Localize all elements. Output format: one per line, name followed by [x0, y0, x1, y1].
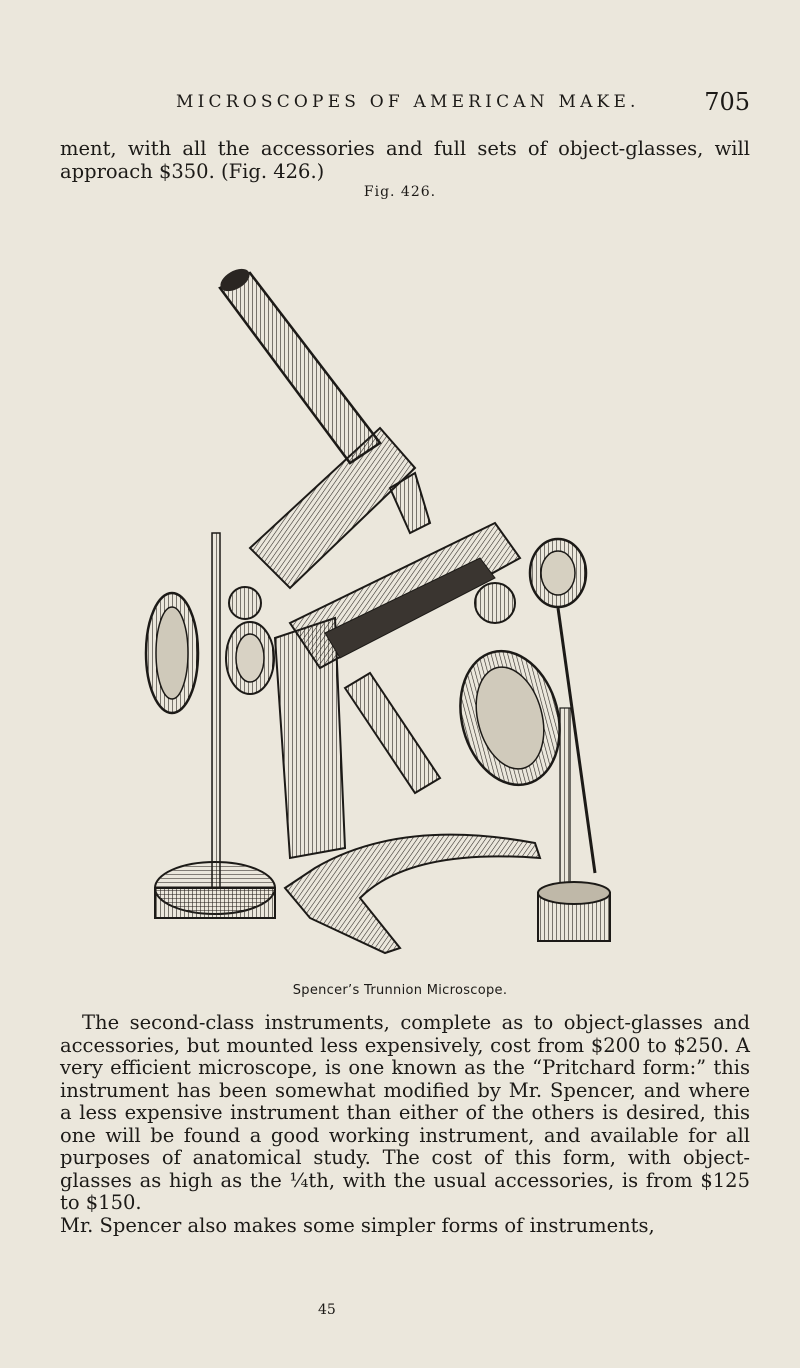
- running-head: MICROSCOPES OF AMERICAN MAKE.: [176, 92, 640, 112]
- page-header: [60, 88, 750, 122]
- figure-label: Fig. 426.: [363, 184, 437, 200]
- paragraph-second-class: The second-class instruments, complete as to object-glasses and accessories, but mounted less expensively, cost from $200 to $250. A very efficient microscope, is one known as the “Pritchard form:” this instrument has been somewhat modified by Mr. Spencer, and where a less expensive instrument than either of the others is desired, this one will be found a good working instrument, and available for all purposes of anatomical study. The cost of this form, with object-glasses as high as the ¼th, with the usual accessories, is from $125 to $150.: [60, 1011, 750, 1214]
- paragraph-intro: ment, with all the accessories and full sets of object-glasses, will approach $350. (Fig. 426.): [60, 137, 750, 183]
- microscope-engraving: [140, 258, 640, 958]
- figure-caption: Spencer’s Trunnion Microscope.: [292, 983, 508, 998]
- paragraph-simpler-forms: Mr. Spencer also makes some simpler forms of instruments,: [60, 1213, 655, 1237]
- page-number: 705: [704, 88, 750, 116]
- microscope-illustration: [140, 258, 640, 958]
- signature-mark: 45: [318, 1302, 336, 1318]
- paragraph-main: [60, 1012, 750, 1237]
